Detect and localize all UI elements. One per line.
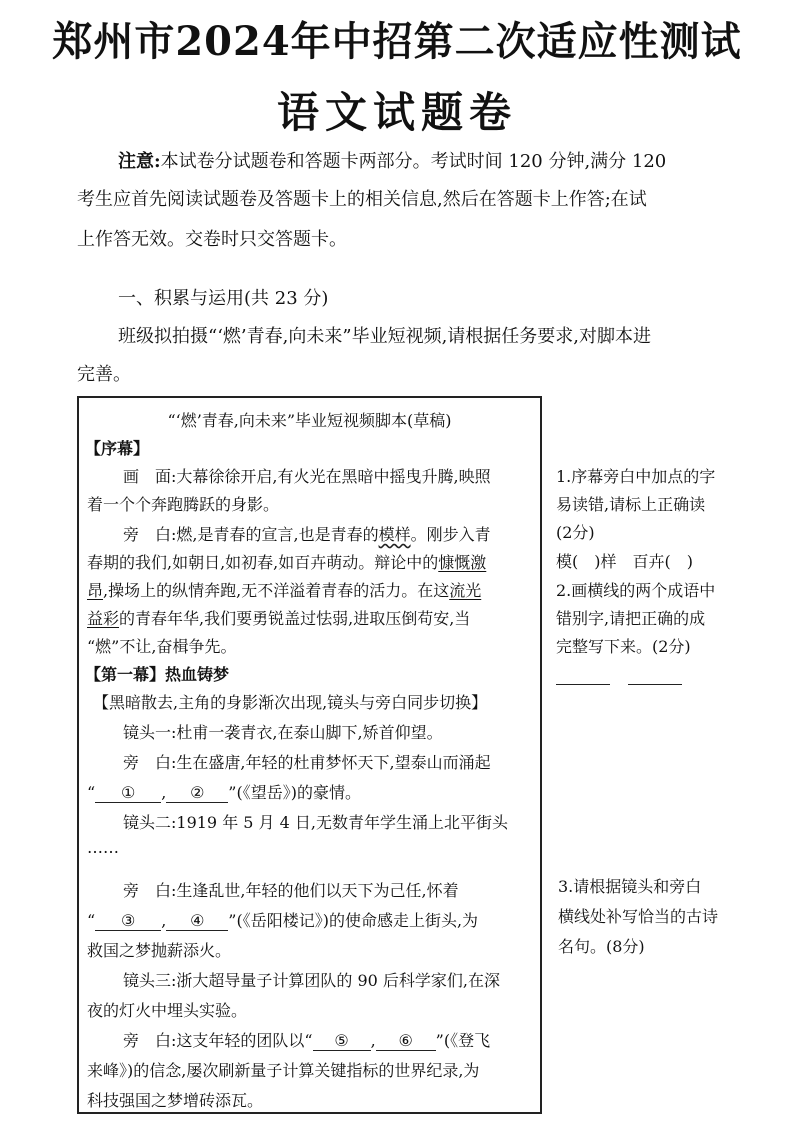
q1-line-4: 模( )样 百卉( )	[556, 552, 693, 571]
blank-3: ③	[95, 911, 161, 931]
narration2-line-2: “ ③ , ④ ”(《岳阳楼记》)的使命感走上街头,为	[87, 911, 479, 930]
q1-line-3: (2分)	[556, 523, 595, 542]
q1-line-1: 1.序幕旁白中加点的字	[556, 467, 716, 486]
notice-line-2: 考生应首先阅读试题卷及答题卡上的相关信息,然后在答题卡上作答;在试	[77, 189, 647, 210]
prologue-narration-line-5: “燃”不让,奋楫争先。	[87, 637, 237, 656]
narration1-line-2: “ ① , ② ”(《望岳》)的豪情。	[87, 783, 361, 802]
narration2-line-1: 旁 白:生逢乱世,年轻的他们以天下为己任,怀着	[123, 881, 459, 900]
blank-1: ①	[95, 783, 161, 803]
q3-line-2: 横线处补写恰当的古诗	[558, 907, 719, 926]
narration1-line-1: 旁 白:生在盛唐,年轻的杜甫梦怀天下,望泰山而涌起	[123, 753, 491, 772]
prologue-narration-line-4: 益彩的青春年华,我们要勇锐盖过怯弱,进取压倒苟安,当	[87, 609, 471, 628]
act1-direction: 【黑暗散去,主角的身影渐次出现,镜头与旁白同步切换】	[93, 693, 488, 712]
blank-6: ⑥	[376, 1031, 436, 1051]
act1-label: 【第一幕】热血铸梦	[85, 665, 230, 684]
script-box	[77, 396, 542, 1114]
dotted-word-moyang: 模样	[378, 525, 411, 544]
q1-line-2: 易读错,请标上正确读	[556, 495, 706, 514]
shot3-line-1: 镜头三:浙大超导量子计算团队的 90 后科学家们,在深	[123, 971, 501, 990]
page-title: 郑州市2024年中招第二次适应性测试	[52, 18, 742, 65]
underlined-idiom-2b: 益彩	[87, 609, 120, 628]
shot1: 镜头一:杜甫一袭青衣,在泰山脚下,矫首仰望。	[123, 723, 443, 742]
section-heading: 一、积累与运用(共 23 分)	[118, 288, 329, 309]
q2-answer-line-2	[628, 684, 682, 685]
prologue-narration-line-2: 春期的我们,如朝日,如初春,如百卉萌动。辩论中的慷慨激	[87, 553, 487, 572]
underlined-idiom-1a: 慷慨激	[438, 553, 487, 572]
notice-line-3: 上作答无效。交卷时只交答题卡。	[77, 229, 347, 250]
underlined-idiom-2a: 流光	[449, 581, 482, 600]
script-title: “‘燃’青春,向未来”毕业短视频脚本(草稿)	[167, 411, 452, 430]
prologue-label: 【序幕】	[85, 439, 150, 458]
shot2: 镜头二:1919 年 5 月 4 日,无数青年学生涌上北平街头	[123, 813, 508, 832]
narration2-line-3: 救国之梦抛薪添火。	[87, 941, 232, 960]
q2-answer-line-1	[556, 684, 610, 685]
prologue-scene-line-1: 画 面:大幕徐徐开启,有火光在黑暗中摇曳升腾,映照	[123, 467, 491, 486]
q3-line-3: 名句。(8分)	[558, 937, 645, 956]
prologue-scene-line-2: 着一个个奔跑腾跃的身影。	[87, 495, 280, 514]
prologue-narration-line-3: 昂,操场上的纵情奔跑,无不洋溢着青春的活力。在这流光	[87, 581, 482, 600]
blank-5: ⑤	[313, 1031, 371, 1051]
q2-line-2: 错别字,请把正确的成	[556, 609, 706, 628]
q2-line-3: 完整写下来。(2分)	[556, 637, 691, 656]
notice-label: 注意:	[118, 151, 161, 172]
q2-line-1: 2.画横线的两个成语中	[556, 581, 716, 600]
prologue-narration-line-1: 旁 白:燃,是青春的宣言,也是青春的模样。刚步入青	[123, 525, 491, 544]
section-intro-line-2: 完善。	[77, 364, 131, 385]
notice-line-1: 注意:本试卷分试题卷和答题卡两部分。考试时间 120 分钟,满分 120	[118, 151, 667, 172]
q3-line-1: 3.请根据镜头和旁白	[558, 877, 702, 896]
narration3-line-2: 来峰》)的信念,屡次刷新量子计算关键指标的世界纪录,为	[87, 1061, 480, 1080]
shot2-continued: ……	[87, 838, 119, 857]
page-subtitle: 语文试题卷	[276, 88, 517, 137]
shot3-line-2: 夜的灯火中埋头实验。	[87, 1001, 248, 1020]
underlined-idiom-1b: 昂	[87, 581, 104, 600]
blank-2: ②	[166, 783, 228, 803]
section-intro-line-1: 班级拟拍摄“‘燃’青春,向未来”毕业短视频,请根据任务要求,对脚本进	[118, 326, 652, 347]
narration3-line-1: 旁 白:这支年轻的团队以“ ⑤ , ⑥ ”(《登飞	[123, 1031, 491, 1050]
blank-4: ④	[166, 911, 228, 931]
narration3-line-3: 科技强国之梦增砖添瓦。	[87, 1091, 264, 1110]
